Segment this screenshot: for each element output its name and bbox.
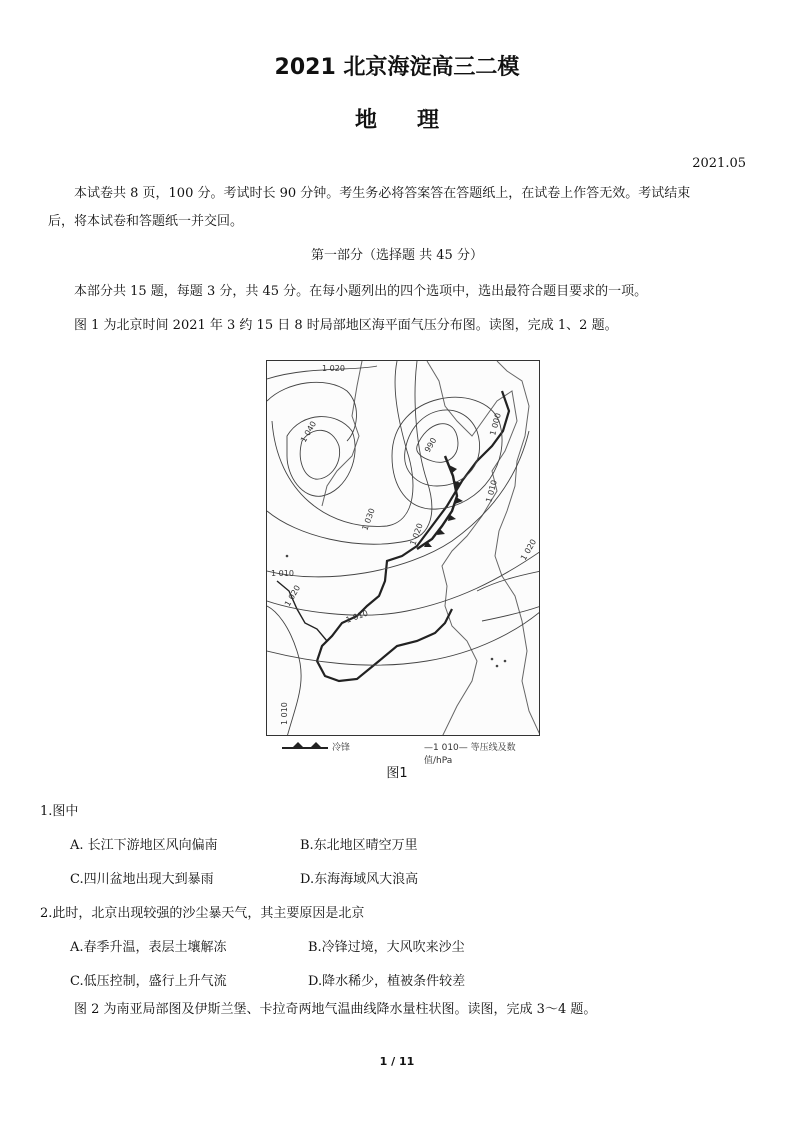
pressure-map-drawing [267, 361, 540, 736]
question-1-option-c[interactable]: C.四川盆地出现大到暴雨 [70, 872, 214, 887]
pressure-map [266, 360, 540, 736]
part-intro: 本部分共 15 题，每题 3 分，共 45 分。在每小题列出的四个选项中，选出最符合题目要求的一项。 [74, 284, 648, 299]
legend-cold-front: 冷锋 [332, 743, 351, 753]
map-legend [282, 740, 542, 766]
island-dot [491, 658, 494, 661]
isobar-label: 990 [422, 436, 439, 454]
exam-date: 2021.05 [692, 156, 746, 171]
question-2-option-d[interactable]: D.降水稀少，植被条件较差 [308, 974, 466, 989]
exam-title: 2021 北京海淀高三二模 [274, 55, 520, 80]
isobar-label: 1 020 [518, 537, 539, 562]
question-2-option-b[interactable]: B.冷锋过境，大风吹来沙尘 [308, 940, 465, 955]
figure2-intro: 图 2 为南亚局部图及伊斯兰堡、卡拉奇两地气温曲线降水量柱状图。读图，完成 3～4 题。 [74, 1002, 597, 1017]
island-dots [286, 555, 507, 668]
isobar-label: 1 010 [344, 608, 370, 625]
island-dot [504, 660, 507, 663]
page-number: 1 / 11 [379, 1055, 415, 1068]
isobar-label: 1 010 [271, 569, 294, 578]
isobar-label: 1 040 [298, 419, 319, 444]
isobar-line [267, 551, 540, 615]
subject-title: 地理 [354, 108, 479, 133]
isobar-label: 1 010 [280, 702, 289, 725]
isobar-label: 1 030 [360, 507, 377, 532]
part-heading: 第一部分（选择题 共 45 分） [311, 248, 483, 263]
question-1-option-a[interactable]: A. 长江下游地区风向偏南 [70, 838, 218, 853]
question-2-option-a[interactable]: A.春季升温，表层土壤解冻 [70, 940, 227, 955]
cold-front-symbol [282, 740, 328, 750]
national-border-south [277, 581, 327, 641]
figure1-caption: 图1 [386, 766, 408, 781]
cold-front-triangles [424, 465, 463, 547]
instructions-line-2: 后，将本试卷和答题纸一并交回。 [48, 214, 244, 229]
question-2-option-c[interactable]: C.低压控制，盛行上升气流 [70, 974, 227, 989]
legend-isobar: —1 010— 等压线及数值/hPa [424, 743, 516, 766]
question-1-stem: 1.图中 [40, 804, 79, 819]
isobar-line [417, 424, 458, 463]
question-2-stem: 2.此时，北京出现较强的沙尘暴天气，其主要原因是北京 [40, 906, 365, 921]
isobar-label: 1 020 [408, 522, 425, 547]
island-dot [286, 555, 289, 558]
isobar-line [477, 571, 540, 591]
island-dot [496, 665, 499, 668]
isobar-label: 1 000 [488, 412, 503, 437]
isobar-label: 1 020 [322, 364, 345, 373]
cold-front-triangle [449, 465, 457, 474]
question-1-option-b[interactable]: B.东北地区晴空万里 [300, 838, 418, 853]
instructions-line-1: 本试卷共 8 页，100 分。考试时长 90 分钟。考生务必将答案答在答题纸上，在试卷上作答无效。考试结束 [74, 186, 691, 201]
isobar-label: 1 010 [484, 479, 499, 504]
isobar-label: 1 020 [282, 583, 303, 608]
figure1-intro: 图 1 为北京时间 2021 年 3 约 15 日 8 时局部地区海平面气压分布图。读图，完成 1、2 题。 [74, 318, 618, 333]
isobar-line [267, 608, 540, 665]
isobar-line [287, 417, 355, 497]
cold-front-triangle [448, 514, 456, 521]
question-1-option-d[interactable]: D.东海海域风大浪高 [300, 872, 419, 887]
